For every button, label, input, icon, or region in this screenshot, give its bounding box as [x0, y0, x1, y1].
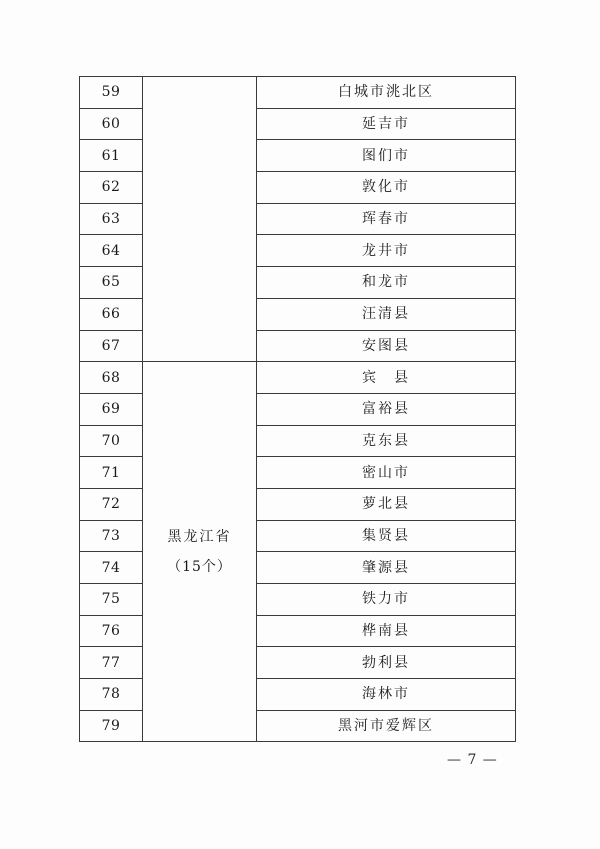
place-name: 密山市: [257, 457, 516, 489]
row-number: 73: [80, 520, 143, 552]
province-cell: [143, 77, 257, 362]
place-name: 和龙市: [257, 267, 516, 299]
place-name: 集贤县: [257, 520, 516, 552]
place-name: 安图县: [257, 330, 516, 362]
place-name: 勃利县: [257, 647, 516, 679]
row-number: 75: [80, 584, 143, 616]
province-name: 黑龙江省: [167, 528, 232, 545]
place-name: 珲春市: [257, 203, 516, 235]
place-name: 延吉市: [257, 108, 516, 140]
place-name: 汪清县: [257, 298, 516, 330]
place-name: 桦南县: [257, 615, 516, 647]
place-name: 克东县: [257, 425, 516, 457]
row-number: 68: [80, 362, 143, 394]
place-name: 敦化市: [257, 172, 516, 204]
province-count: （15个）: [167, 558, 232, 575]
row-number: 64: [80, 235, 143, 267]
row-number: 69: [80, 393, 143, 425]
place-name: 萝北县: [257, 488, 516, 520]
table-row: [80, 362, 516, 394]
row-number: 63: [80, 203, 143, 235]
row-number: 62: [80, 172, 143, 204]
row-number: 66: [80, 298, 143, 330]
place-name: 铁力市: [257, 584, 516, 616]
place-name: 肇源县: [257, 552, 516, 584]
row-number: 60: [80, 108, 143, 140]
place-name: 富裕县: [257, 393, 516, 425]
row-number: 59: [80, 77, 143, 109]
row-number: 70: [80, 425, 143, 457]
row-number: 67: [80, 330, 143, 362]
row-number: 72: [80, 488, 143, 520]
row-number: 74: [80, 552, 143, 584]
row-number: 77: [80, 647, 143, 679]
place-name: 龙井市: [257, 235, 516, 267]
place-name: 白城市洮北区: [257, 77, 516, 109]
row-number: 79: [80, 710, 143, 742]
row-number: 61: [80, 140, 143, 172]
table-row: [80, 77, 516, 109]
province-cell: [143, 362, 257, 742]
place-name: 海林市: [257, 679, 516, 711]
row-number: 71: [80, 457, 143, 489]
county-list-table: [79, 76, 516, 742]
row-number: 78: [80, 679, 143, 711]
place-name: 图们市: [257, 140, 516, 172]
page-number: — 7 —: [447, 752, 498, 768]
place-name: 黑河市爱辉区: [257, 710, 516, 742]
row-number: 76: [80, 615, 143, 647]
place-name: 宾 县: [257, 362, 516, 394]
row-number: 65: [80, 267, 143, 299]
table-body: [80, 77, 516, 742]
